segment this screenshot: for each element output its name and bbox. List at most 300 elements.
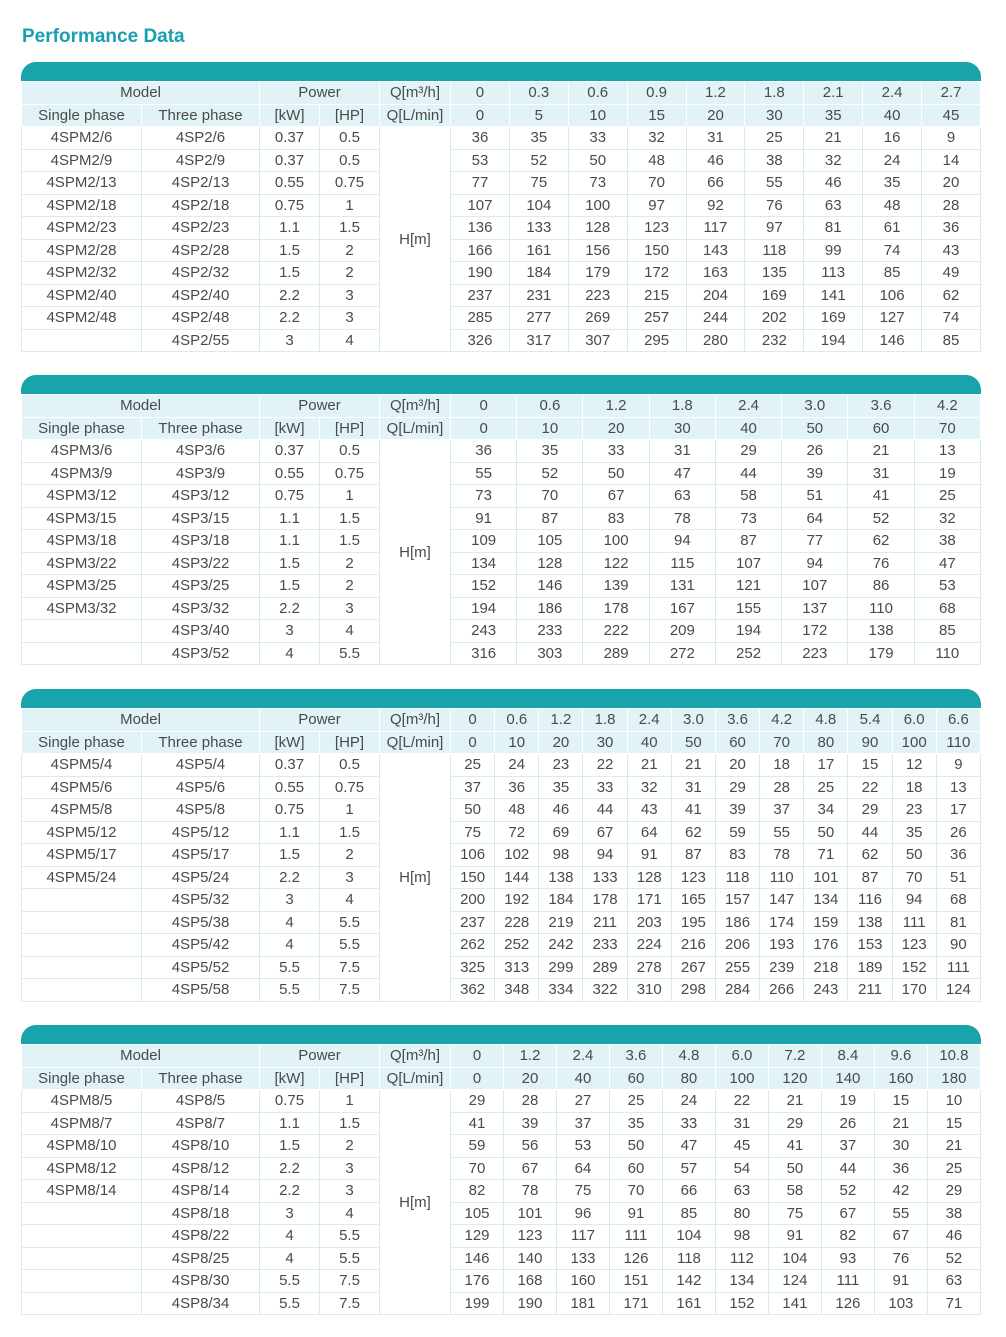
table-row <box>22 307 981 330</box>
head-value: 50 <box>451 799 495 822</box>
head-value: 144 <box>495 866 539 889</box>
head-value: 106 <box>451 844 495 867</box>
table-row <box>22 620 981 643</box>
three-phase-model: 4SP3/32 <box>142 597 260 620</box>
head-value: 55 <box>451 462 517 485</box>
head-value: 126 <box>821 1292 874 1315</box>
head-value: 134 <box>715 1270 768 1293</box>
single-phase-model: 4SPM3/15 <box>22 507 142 530</box>
header-q-lmin: Q[L/min] <box>380 417 451 440</box>
flow-lmin-value: 40 <box>627 731 671 754</box>
three-phase-model: 4SP8/25 <box>142 1247 260 1270</box>
single-phase-model <box>22 889 142 912</box>
table-header <box>22 1045 981 1090</box>
head-value: 63 <box>649 485 715 508</box>
header-three-phase: Three phase <box>142 731 260 754</box>
header-model: Model <box>22 709 260 732</box>
flow-lmin-value: 15 <box>627 104 686 127</box>
head-value: 172 <box>782 620 848 643</box>
table-row <box>22 440 981 463</box>
power-kw: 1.1 <box>260 1112 320 1135</box>
head-value: 266 <box>760 979 804 1002</box>
head-value: 32 <box>627 127 686 150</box>
head-value: 57 <box>662 1157 715 1180</box>
head-value: 94 <box>583 844 627 867</box>
performance-block-4sp3 <box>21 375 981 665</box>
power-hp: 3 <box>320 597 380 620</box>
head-value: 67 <box>504 1157 557 1180</box>
header-kw: [kW] <box>260 104 320 127</box>
head-value: 110 <box>914 642 980 665</box>
head-value: 141 <box>768 1292 821 1315</box>
table-row <box>22 507 981 530</box>
head-value: 193 <box>760 934 804 957</box>
head-value: 237 <box>451 284 510 307</box>
three-phase-model: 4SP5/58 <box>142 979 260 1002</box>
table-row <box>22 1112 981 1135</box>
flow-lmin-value: 5 <box>509 104 568 127</box>
table-row <box>22 239 981 262</box>
flow-lmin-value: 30 <box>745 104 804 127</box>
head-value: 128 <box>517 552 583 575</box>
head-value: 44 <box>583 799 627 822</box>
head-value: 19 <box>914 462 980 485</box>
power-kw: 1.5 <box>260 844 320 867</box>
head-value: 70 <box>627 172 686 195</box>
flow-lmin-value: 30 <box>649 417 715 440</box>
head-value: 50 <box>768 1157 821 1180</box>
power-hp: 5.5 <box>320 642 380 665</box>
head-value: 39 <box>504 1112 557 1135</box>
power-hp: 5.5 <box>320 911 380 934</box>
head-value: 24 <box>662 1090 715 1113</box>
header-power: Power <box>260 709 380 732</box>
table-row <box>22 194 981 217</box>
head-value: 150 <box>451 866 495 889</box>
head-value: 152 <box>715 1292 768 1315</box>
flow-m3h-value: 0.6 <box>517 395 583 418</box>
head-value: 166 <box>451 239 510 262</box>
table-row <box>22 642 981 665</box>
single-phase-model <box>22 620 142 643</box>
single-phase-model <box>22 956 142 979</box>
head-value: 186 <box>517 597 583 620</box>
flow-m3h-value: 0.3 <box>509 82 568 105</box>
header-model: Model <box>22 1045 260 1068</box>
head-value: 223 <box>782 642 848 665</box>
head-value: 91 <box>451 507 517 530</box>
head-value: 37 <box>821 1135 874 1158</box>
single-phase-model: 4SPM2/13 <box>22 172 142 195</box>
head-value: 106 <box>863 284 922 307</box>
head-value: 85 <box>922 329 981 352</box>
power-kw: 5.5 <box>260 956 320 979</box>
head-value: 170 <box>892 979 936 1002</box>
head-value: 48 <box>863 194 922 217</box>
head-label: H[m] <box>380 754 451 1002</box>
power-kw: 3 <box>260 620 320 643</box>
head-value: 52 <box>927 1247 980 1270</box>
head-value: 122 <box>583 552 649 575</box>
head-value: 54 <box>715 1157 768 1180</box>
section-header-bar <box>21 1025 981 1044</box>
head-value: 36 <box>451 440 517 463</box>
flow-m3h-value: 5.4 <box>848 709 892 732</box>
head-value: 39 <box>782 462 848 485</box>
single-phase-model: 4SPM2/6 <box>22 127 142 150</box>
head-value: 141 <box>804 284 863 307</box>
head-value: 186 <box>715 911 759 934</box>
three-phase-model: 4SP3/40 <box>142 620 260 643</box>
head-value: 96 <box>556 1202 609 1225</box>
header-single-phase: Single phase <box>22 417 142 440</box>
head-value: 77 <box>782 530 848 553</box>
single-phase-model <box>22 1270 142 1293</box>
head-value: 117 <box>556 1225 609 1248</box>
head-value: 83 <box>715 844 759 867</box>
head-value: 152 <box>892 956 936 979</box>
head-value: 15 <box>848 754 892 777</box>
flow-lmin-value: 0 <box>451 104 510 127</box>
head-value: 45 <box>715 1135 768 1158</box>
head-value: 90 <box>936 934 980 957</box>
head-value: 35 <box>517 440 583 463</box>
head-value: 181 <box>556 1292 609 1315</box>
head-value: 115 <box>649 552 715 575</box>
head-value: 91 <box>768 1225 821 1248</box>
power-hp: 4 <box>320 620 380 643</box>
head-value: 231 <box>509 284 568 307</box>
head-value: 194 <box>451 597 517 620</box>
head-value: 27 <box>556 1090 609 1113</box>
header-q-lmin: Q[L/min] <box>380 731 451 754</box>
head-value: 29 <box>848 799 892 822</box>
single-phase-model <box>22 1247 142 1270</box>
head-value: 32 <box>804 149 863 172</box>
head-value: 194 <box>715 620 781 643</box>
head-value: 209 <box>649 620 715 643</box>
power-hp: 7.5 <box>320 1270 380 1293</box>
single-phase-model: 4SPM5/4 <box>22 754 142 777</box>
power-hp: 0.5 <box>320 440 380 463</box>
flow-m3h-value: 1.2 <box>686 82 745 105</box>
flow-m3h-value: 0 <box>451 82 510 105</box>
power-hp: 0.5 <box>320 754 380 777</box>
flow-lmin-value: 20 <box>686 104 745 127</box>
head-value: 159 <box>804 911 848 934</box>
head-value: 36 <box>451 127 510 150</box>
head-value: 92 <box>686 194 745 217</box>
power-hp: 1 <box>320 194 380 217</box>
three-phase-model: 4SP3/52 <box>142 642 260 665</box>
head-value: 64 <box>782 507 848 530</box>
head-value: 75 <box>451 821 495 844</box>
head-value: 62 <box>848 844 892 867</box>
flow-m3h-value: 3.6 <box>848 395 914 418</box>
head-value: 21 <box>768 1090 821 1113</box>
table-row <box>22 1135 981 1158</box>
head-value: 22 <box>715 1090 768 1113</box>
single-phase-model: 4SPM2/23 <box>22 217 142 240</box>
power-hp: 1.5 <box>320 217 380 240</box>
three-phase-model: 4SP3/6 <box>142 440 260 463</box>
power-kw: 4 <box>260 1247 320 1270</box>
three-phase-model: 4SP3/22 <box>142 552 260 575</box>
three-phase-model: 4SP5/52 <box>142 956 260 979</box>
head-value: 113 <box>804 262 863 285</box>
head-value: 20 <box>715 754 759 777</box>
three-phase-model: 4SP3/15 <box>142 507 260 530</box>
power-hp: 2 <box>320 552 380 575</box>
head-value: 44 <box>715 462 781 485</box>
flow-lmin-value: 60 <box>609 1067 662 1090</box>
table-row <box>22 149 981 172</box>
head-value: 36 <box>922 217 981 240</box>
power-kw: 1.5 <box>260 1135 320 1158</box>
head-value: 53 <box>556 1135 609 1158</box>
head-value: 58 <box>768 1180 821 1203</box>
head-value: 23 <box>539 754 583 777</box>
head-value: 228 <box>495 911 539 934</box>
single-phase-model: 4SPM3/6 <box>22 440 142 463</box>
power-kw: 4 <box>260 642 320 665</box>
header-hp: [HP] <box>320 417 380 440</box>
head-value: 87 <box>671 844 715 867</box>
head-value: 35 <box>892 821 936 844</box>
table-row <box>22 530 981 553</box>
flow-lmin-value: 10 <box>495 731 539 754</box>
head-value: 121 <box>715 575 781 598</box>
head-value: 103 <box>874 1292 927 1315</box>
head-value: 33 <box>583 440 649 463</box>
flow-lmin-value: 180 <box>927 1067 980 1090</box>
power-kw: 0.37 <box>260 127 320 150</box>
power-kw: 4 <box>260 934 320 957</box>
head-value: 55 <box>760 821 804 844</box>
three-phase-model: 4SP2/18 <box>142 194 260 217</box>
power-kw: 4 <box>260 911 320 934</box>
power-hp: 7.5 <box>320 956 380 979</box>
head-value: 20 <box>922 172 981 195</box>
head-value: 153 <box>848 934 892 957</box>
single-phase-model <box>22 911 142 934</box>
head-value: 219 <box>539 911 583 934</box>
head-value: 123 <box>504 1225 557 1248</box>
flow-m3h-value: 3.6 <box>715 709 759 732</box>
head-value: 35 <box>609 1112 662 1135</box>
flow-m3h-value: 0.9 <box>627 82 686 105</box>
head-value: 110 <box>848 597 914 620</box>
head-value: 298 <box>671 979 715 1002</box>
table-header <box>22 709 981 754</box>
head-value: 195 <box>671 911 715 934</box>
head-value: 192 <box>495 889 539 912</box>
head-value: 16 <box>863 127 922 150</box>
head-value: 44 <box>848 821 892 844</box>
flow-m3h-value: 6.0 <box>715 1045 768 1068</box>
power-hp: 0.75 <box>320 776 380 799</box>
header-hp: [HP] <box>320 731 380 754</box>
head-value: 21 <box>927 1135 980 1158</box>
table-row <box>22 127 981 150</box>
head-value: 203 <box>627 911 671 934</box>
head-value: 21 <box>627 754 671 777</box>
three-phase-model: 4SP2/13 <box>142 172 260 195</box>
flow-m3h-value: 4.8 <box>804 709 848 732</box>
three-phase-model: 4SP5/32 <box>142 889 260 912</box>
three-phase-model: 4SP8/14 <box>142 1180 260 1203</box>
flow-lmin-value: 80 <box>662 1067 715 1090</box>
header-single-phase: Single phase <box>22 1067 142 1090</box>
head-value: 13 <box>936 776 980 799</box>
head-value: 29 <box>927 1180 980 1203</box>
head-value: 68 <box>914 597 980 620</box>
table-row <box>22 889 981 912</box>
head-value: 169 <box>804 307 863 330</box>
head-value: 348 <box>495 979 539 1002</box>
three-phase-model: 4SP5/38 <box>142 911 260 934</box>
power-hp: 5.5 <box>320 1247 380 1270</box>
head-value: 73 <box>568 172 627 195</box>
single-phase-model <box>22 979 142 1002</box>
three-phase-model: 4SP8/34 <box>142 1292 260 1315</box>
power-hp: 2 <box>320 262 380 285</box>
power-kw: 0.75 <box>260 485 320 508</box>
head-value: 215 <box>627 284 686 307</box>
table-row <box>22 1202 981 1225</box>
head-value: 97 <box>627 194 686 217</box>
power-kw: 3 <box>260 1202 320 1225</box>
head-value: 18 <box>892 776 936 799</box>
header-kw: [kW] <box>260 731 320 754</box>
three-phase-model: 4SP3/25 <box>142 575 260 598</box>
head-value: 52 <box>848 507 914 530</box>
power-hp: 1.5 <box>320 507 380 530</box>
header-q-m3h: Q[m³/h] <box>380 395 451 418</box>
head-value: 81 <box>804 217 863 240</box>
head-value: 26 <box>821 1112 874 1135</box>
head-value: 47 <box>914 552 980 575</box>
head-value: 111 <box>936 956 980 979</box>
head-value: 62 <box>922 284 981 307</box>
power-hp: 1.5 <box>320 1112 380 1135</box>
flow-m3h-value: 2.1 <box>804 82 863 105</box>
head-value: 303 <box>517 642 583 665</box>
header-row-flow-m3h <box>22 709 981 732</box>
head-value: 52 <box>821 1180 874 1203</box>
head-value: 43 <box>922 239 981 262</box>
flow-lmin-value: 40 <box>556 1067 609 1090</box>
table-body <box>22 754 981 1002</box>
head-value: 277 <box>509 307 568 330</box>
power-kw: 2.2 <box>260 1180 320 1203</box>
header-three-phase: Three phase <box>142 417 260 440</box>
head-value: 67 <box>583 485 649 508</box>
head-value: 28 <box>760 776 804 799</box>
flow-m3h-value: 2.7 <box>922 82 981 105</box>
head-value: 243 <box>451 620 517 643</box>
power-kw: 0.55 <box>260 172 320 195</box>
head-value: 46 <box>804 172 863 195</box>
performance-table-4sp2 <box>21 81 981 352</box>
performance-table-4sp5 <box>21 708 981 1002</box>
head-value: 73 <box>715 507 781 530</box>
flow-m3h-value: 9.6 <box>874 1045 927 1068</box>
power-hp: 3 <box>320 284 380 307</box>
head-value: 190 <box>504 1292 557 1315</box>
head-value: 66 <box>662 1180 715 1203</box>
table-header <box>22 395 981 440</box>
flow-lmin-value: 20 <box>539 731 583 754</box>
section-header-bar <box>21 689 981 708</box>
head-value: 59 <box>715 821 759 844</box>
power-hp: 2 <box>320 239 380 262</box>
head-value: 53 <box>914 575 980 598</box>
head-value: 129 <box>451 1225 504 1248</box>
head-value: 206 <box>715 934 759 957</box>
three-phase-model: 4SP2/23 <box>142 217 260 240</box>
power-kw: 0.37 <box>260 754 320 777</box>
three-phase-model: 4SP8/22 <box>142 1225 260 1248</box>
flow-m3h-value: 3.0 <box>671 709 715 732</box>
head-value: 171 <box>609 1292 662 1315</box>
head-value: 167 <box>649 597 715 620</box>
head-value: 29 <box>451 1090 504 1113</box>
head-value: 70 <box>892 866 936 889</box>
head-value: 224 <box>627 934 671 957</box>
flow-m3h-value: 0 <box>451 709 495 732</box>
table-row <box>22 821 981 844</box>
power-kw: 0.75 <box>260 799 320 822</box>
head-value: 223 <box>568 284 627 307</box>
head-value: 146 <box>517 575 583 598</box>
header-q-lmin: Q[L/min] <box>380 1067 451 1090</box>
head-value: 91 <box>874 1270 927 1293</box>
flow-lmin-value: 70 <box>914 417 980 440</box>
head-value: 18 <box>760 754 804 777</box>
flow-m3h-value: 4.8 <box>662 1045 715 1068</box>
three-phase-model: 4SP5/8 <box>142 799 260 822</box>
single-phase-model: 4SPM8/14 <box>22 1180 142 1203</box>
head-value: 109 <box>451 530 517 553</box>
flow-lmin-value: 10 <box>568 104 627 127</box>
head-value: 85 <box>914 620 980 643</box>
head-value: 12 <box>892 754 936 777</box>
head-value: 83 <box>583 507 649 530</box>
header-power: Power <box>260 1045 380 1068</box>
head-value: 50 <box>568 149 627 172</box>
power-hp: 1 <box>320 799 380 822</box>
flow-lmin-value: 140 <box>821 1067 874 1090</box>
flow-lmin-value: 20 <box>504 1067 557 1090</box>
three-phase-model: 4SP8/5 <box>142 1090 260 1113</box>
head-value: 50 <box>804 821 848 844</box>
head-value: 31 <box>715 1112 768 1135</box>
head-value: 21 <box>671 754 715 777</box>
head-value: 29 <box>768 1112 821 1135</box>
table-row <box>22 799 981 822</box>
head-value: 211 <box>848 979 892 1002</box>
head-value: 25 <box>609 1090 662 1113</box>
head-value: 62 <box>671 821 715 844</box>
flow-m3h-value: 4.2 <box>760 709 804 732</box>
head-value: 36 <box>936 844 980 867</box>
head-value: 278 <box>627 956 671 979</box>
header-kw: [kW] <box>260 417 320 440</box>
table-row <box>22 776 981 799</box>
power-kw: 2.2 <box>260 866 320 889</box>
table-row <box>22 462 981 485</box>
